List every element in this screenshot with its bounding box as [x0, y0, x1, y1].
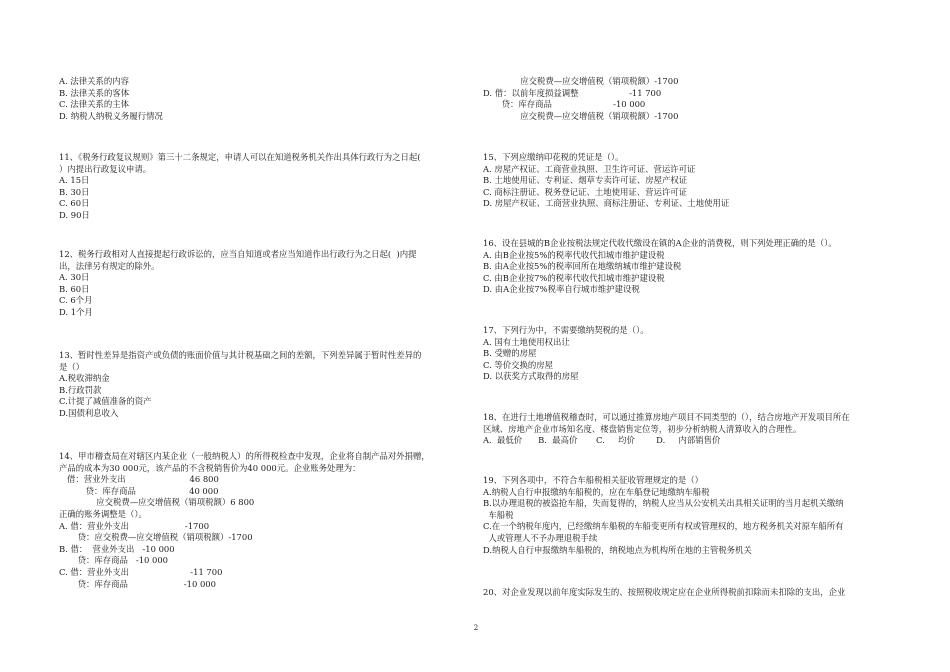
text-line: 17、下列行为中，不需要缴纳契税的是（）。: [483, 325, 649, 335]
text-line: A. 最低价 B. 最高价 C. 均价 D. 内部销售价: [483, 435, 721, 446]
text-line: 19、下列各项中，不符合车船税相关征收管理规定的是（）: [483, 475, 704, 485]
text-line: D. 由A企业按7%税率自行城市维护建设税: [483, 284, 640, 295]
text-line: 贷：库存商品 -10 000: [483, 99, 646, 110]
text-line: C. 由B企业按7%的税率代收代扣城市维护建设税: [483, 272, 665, 283]
text-line: 12、税务行政相对人直接提起行政诉讼的，应当自知道或者应当知道作出行政行为之日起( )内提: [59, 249, 417, 259]
question-block: [59, 76, 479, 122]
question-block: [59, 152, 479, 222]
question-block: [483, 325, 903, 383]
text-line: 14、甲市稽查局在对辖区内某企业（一般纳税人）的所得税检查中发现，企业将自制产品对外捐赠，: [59, 451, 430, 461]
text-line: 11、《税务行政复议规则》第三十二条规定，申请人可以在知道税务机关作出具体行政行为之日起(: [59, 152, 421, 162]
text-line: 20、对企业发现以前年度实际发生的、按照税收规定应在企业所得税前扣除而未扣除的支出，企业: [483, 587, 846, 597]
text-line: C. 商标注册证、税务登记证、土地使用证、营运许可证: [483, 186, 688, 197]
text-line: C. 60日: [59, 198, 90, 209]
text-line: 13、暂时性差异是指资产或负债的账面价值与其计税基础之间的差额，下列差异属于暂时性差异的: [59, 350, 422, 360]
text-line: C. 6个月: [59, 295, 93, 306]
question-block: [483, 475, 903, 556]
text-line: D. 90日: [59, 209, 90, 220]
text-line: 16、设在县城的B企业按税法规定代收代缴设在镇的A企业的消费税，则下列处理正确的是（）。: [483, 238, 837, 248]
question-block: [483, 152, 903, 210]
text-line: D. 以获奖方式取得的房屋: [483, 371, 579, 382]
text-line: A. 法律关系的内容: [59, 76, 129, 86]
text-line: A. 借：营业外支出 -1700: [59, 520, 210, 531]
text-line: B. 60日: [59, 283, 90, 294]
text-line: A. 30日: [59, 272, 90, 283]
text-line: A.纳税人自行申报缴纳车船税的，应在车船登记地缴纳车船税: [483, 486, 710, 497]
text-line: 借：营业外支出 46 800: [59, 474, 219, 485]
text-line: C.在一个纳税年度内，已经缴纳车船税的车船变更所有权或管理权的，地方税务机关对原车船所有: [483, 521, 844, 532]
question-block: [59, 249, 479, 319]
text-line: 人或管理人不予办理退税手续: [483, 532, 598, 543]
question-block: [483, 238, 903, 296]
text-line: C. 法律关系的主体: [59, 99, 130, 110]
text-line: C. 借：营业外支出 -11 700: [59, 566, 223, 577]
text-line: 是（）: [59, 361, 85, 372]
text-line: B.以办理退税的被盗抢车船，失而复得的，纳税人应当从公安机关出具相关证明的当月起机关缴纳: [483, 498, 844, 509]
text-line: 区域、房地产企业市场知名度、楼盘销售定位等，初步分析纳税人清算收入的合理性。: [483, 423, 802, 434]
text-line: B. 土地使用证、专利证、烟草专卖许可证、房屋产权证: [483, 175, 688, 186]
text-line: 应交税费—应交增值税（销项税额）-1700: [483, 76, 679, 86]
page-number: 2: [473, 624, 479, 632]
question-block: [59, 451, 479, 590]
text-line: 产品的成本为30 000元，该产品的不含税销售价为40 000元。企业账务处理为：: [59, 462, 361, 473]
text-line: B.行政罚款: [59, 384, 102, 395]
text-line: C. 等价交换的房屋: [483, 359, 554, 370]
text-line: 出，法律另有规定的除外。: [59, 260, 160, 271]
text-line: 贷：库存商品 -10 000: [59, 578, 216, 589]
question-block: [59, 350, 479, 420]
text-line: 正确的账务调整是（）。: [59, 508, 147, 519]
text-line: 贷：应交税费—应交增值税（销项税额）-1700: [59, 532, 253, 543]
text-line: B. 法律关系的客体: [59, 87, 130, 98]
text-line: 车船税: [483, 509, 514, 520]
question-block: [483, 587, 903, 599]
text-line: D. 借：以前年度损益调整 -11 700: [483, 87, 662, 98]
text-line: B. 受赠的房屋: [483, 348, 537, 359]
text-line: A. 15日: [59, 175, 90, 186]
text-line: D. 纳税人纳税义务履行情况: [59, 110, 163, 121]
text-line: 应交税费—应交增值税（销项税额）6 800: [59, 497, 255, 508]
text-line: 贷：库存商品 -10 000: [59, 555, 169, 566]
text-line: A. 国有土地使用权出让: [483, 336, 570, 347]
text-line: D. 1个月: [59, 306, 93, 317]
text-line: B. 借： 营业外支出 -10 000: [59, 543, 175, 554]
question-block: [483, 76, 903, 122]
question-block: [483, 412, 903, 447]
text-line: A. 房屋产权证、工商营业执照、卫生许可证、营运许可证: [483, 163, 696, 174]
text-line: 应交税费—应交增值税（销项税额）-1700: [483, 110, 679, 121]
text-line: D. 房屋产权证、工商营业执照、商标注册证、专利证、土地使用证: [483, 198, 730, 209]
text-line: ）内提出行政复议申请。: [59, 163, 152, 174]
text-line: D.国债利息收入: [59, 407, 119, 418]
text-line: A.税收滞纳金: [59, 373, 110, 384]
text-line: 18、在进行土地增值税稽查时，可以通过推算房地产项目不同类型的（），结合房地产开发项目所在: [483, 412, 850, 422]
text-line: B. 由A企业按5%的税率回所在地缴纳城市维护建设税: [483, 261, 682, 272]
text-line: 15、下列应缴纳印花税的凭证是（）。: [483, 152, 624, 162]
text-line: C.计提了减值准备的资产: [59, 396, 152, 407]
text-line: B. 30日: [59, 186, 90, 197]
text-line: D.纳税人自行申报缴纳车船税的，纳税地点为机构所在地的主管税务机关: [483, 544, 752, 555]
text-line: A. 由B企业按5%的税率代收代扣城市维护建设税: [483, 249, 665, 260]
text-line: 贷：库存商品 40 000: [59, 485, 219, 496]
